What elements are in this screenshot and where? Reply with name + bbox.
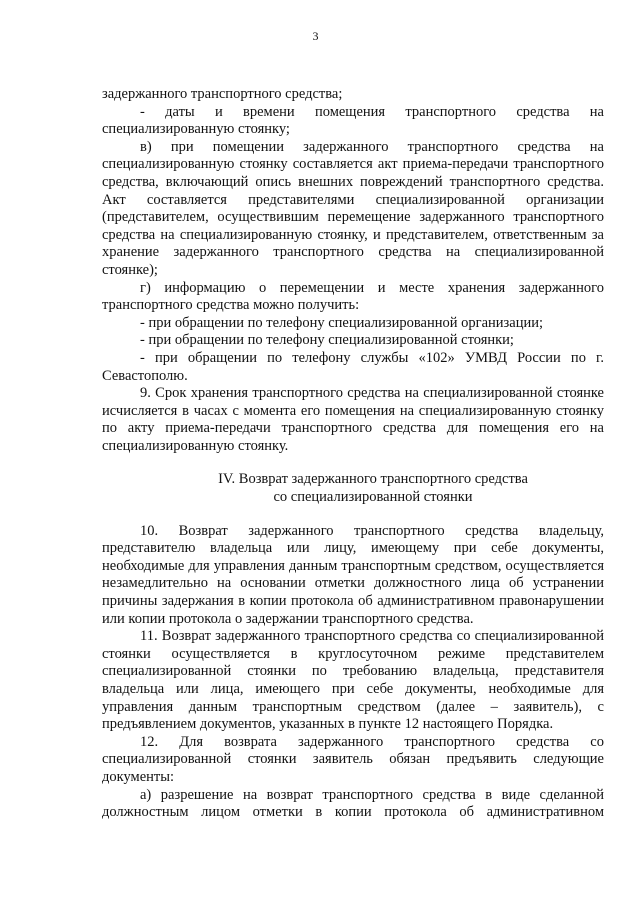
paragraph: 12. Для возврата задержанного транспортного средства со специализированной стоянки заявитель обязан предъявить следующие документы: — [102, 733, 604, 785]
section-heading-line: со специализированной стоянки — [273, 489, 473, 506]
paragraph: 10. Возврат задержанного транспортного средства владельцу, представителю владельца или лицу, имеющему при себе документы, необходимые для управления данным транспортным средством, осуществляется незамедлительно на основании отметки должностного лица об устранении причины задержания в копии протокола об административном правонарушении или копии протокола о задержании транспортного средства. — [102, 522, 604, 627]
page-number: 3 — [312, 29, 319, 43]
paragraph: - при обращении по телефону специализированной организации; — [140, 314, 544, 331]
paragraph: г) информацию о перемещении и месте хранения задержанного транспортного средства можно получить: — [102, 279, 604, 314]
document-body — [102, 86, 604, 822]
paragraph: - при обращении по телефону специализированной стоянки; — [140, 332, 514, 349]
section-heading — [102, 471, 604, 506]
paragraph: задержанного транспортного средства; — [102, 86, 343, 102]
paragraph: а) разрешение на возврат транспортного средства в виде сделанной должностным лицом отметки в копии протокола об административном — [102, 786, 604, 821]
paragraph: - при обращении по телефону службы «102» УМВД России по г. Севастополю. — [102, 349, 604, 384]
paragraph: 11. Возврат задержанного транспортного средства со специализированной стоянки осуществляется в круглосуточном режиме представителем специализированной стоянки по требованию владельца, представителя владельца или лица, имеющего при себе документы, необходимые для управления данным транспортным средством (далее – заявитель), с предъявлением документов, указанных в пункте 12 настоящего Порядка. — [102, 628, 604, 733]
paragraph: - даты и времени помещения транспортного средства на специализированную стоянку; — [102, 103, 604, 138]
section-heading-line: IV. Возврат задержанного транспортного средства — [218, 471, 528, 488]
paragraph: 9. Срок хранения транспортного средства на специализированной стоянке исчисляется в часах с момента его помещения на специализированную стоянку по акту приема-передачи транспортного средства для помещения его на специализированную стоянку. — [102, 385, 604, 454]
paragraph: в) при помещении задержанного транспортного средства на специализированную стоянку составляется акт приема-передачи транспортного средства, включающий опись внешних повреждений транспортного средства. Акт составляется представителями специализированной организации (представителем, осуществившим перемещение задержанного транспортного средства на специализированную стоянку, и представителем, ответственным за хранение задержанного транспортного средства на специализированной стоянке); — [102, 138, 604, 278]
